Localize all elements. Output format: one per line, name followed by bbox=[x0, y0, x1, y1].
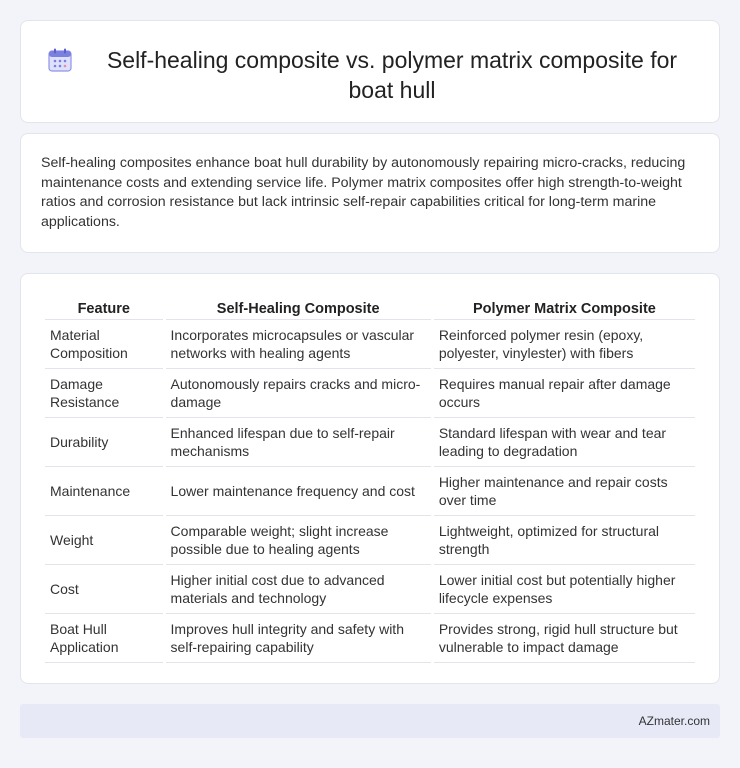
feature-cell: Weight bbox=[45, 516, 163, 565]
table-row bbox=[45, 418, 695, 467]
polymer-matrix-cell: Requires manual repair after damage occurs bbox=[434, 369, 695, 418]
header-feature: Feature bbox=[45, 296, 163, 320]
feature-cell: Boat Hull Application bbox=[45, 614, 163, 663]
self-healing-cell: Lower maintenance frequency and cost bbox=[166, 467, 431, 516]
header-self-healing: Self-Healing Composite bbox=[166, 296, 431, 320]
header-polymer-matrix: Polymer Matrix Composite bbox=[434, 296, 695, 320]
self-healing-cell: Autonomously repairs cracks and micro-damage bbox=[166, 369, 431, 418]
feature-cell: Durability bbox=[45, 418, 163, 467]
table-row bbox=[45, 614, 695, 663]
table-row bbox=[45, 565, 695, 614]
polymer-matrix-cell: Standard lifespan with wear and tear leading to degradation bbox=[434, 418, 695, 467]
title-card bbox=[20, 20, 720, 123]
comparison-table-card bbox=[20, 273, 720, 684]
feature-cell: Maintenance bbox=[45, 467, 163, 516]
table-row bbox=[45, 320, 695, 369]
polymer-matrix-cell: Lower initial cost but potentially higher lifecycle expenses bbox=[434, 565, 695, 614]
self-healing-cell: Incorporates microcapsules or vascular networks with healing agents bbox=[166, 320, 431, 369]
table-row bbox=[45, 467, 695, 516]
polymer-matrix-cell: Reinforced polymer resin (epoxy, polyester, vinylester) with fibers bbox=[434, 320, 695, 369]
footer-brand: AZmater.com bbox=[638, 714, 710, 728]
comparison-table bbox=[42, 296, 698, 663]
self-healing-cell: Comparable weight; slight increase possible due to healing agents bbox=[166, 516, 431, 565]
self-healing-cell: Higher initial cost due to advanced materials and technology bbox=[166, 565, 431, 614]
self-healing-cell: Improves hull integrity and safety with self-repairing capability bbox=[166, 614, 431, 663]
polymer-matrix-cell: Lightweight, optimized for structural strength bbox=[434, 516, 695, 565]
table-header-row bbox=[45, 296, 695, 320]
summary-card bbox=[20, 133, 720, 253]
page-title: Self-healing composite vs. polymer matrix composite for boat hull bbox=[106, 47, 678, 103]
summary-text: Self-healing composites enhance boat hull durability by autonomously repairing micro-cracks, reducing maintenance costs and extending service life. Polymer matrix composites offer high strength-to-weight ratios and corrosion resistance but lack intrinsic self-repair capabilities critical for long-term marine applications. bbox=[41, 155, 686, 230]
table-row bbox=[45, 369, 695, 418]
feature-cell: Material Composition bbox=[45, 320, 163, 369]
feature-cell: Damage Resistance bbox=[45, 369, 163, 418]
table-row bbox=[45, 516, 695, 565]
self-healing-cell: Enhanced lifespan due to self-repair mechanisms bbox=[166, 418, 431, 467]
footer-bar bbox=[20, 704, 720, 738]
polymer-matrix-cell: Provides strong, rigid hull structure but vulnerable to impact damage bbox=[434, 614, 695, 663]
polymer-matrix-cell: Higher maintenance and repair costs over time bbox=[434, 467, 695, 516]
feature-cell: Cost bbox=[45, 565, 163, 614]
